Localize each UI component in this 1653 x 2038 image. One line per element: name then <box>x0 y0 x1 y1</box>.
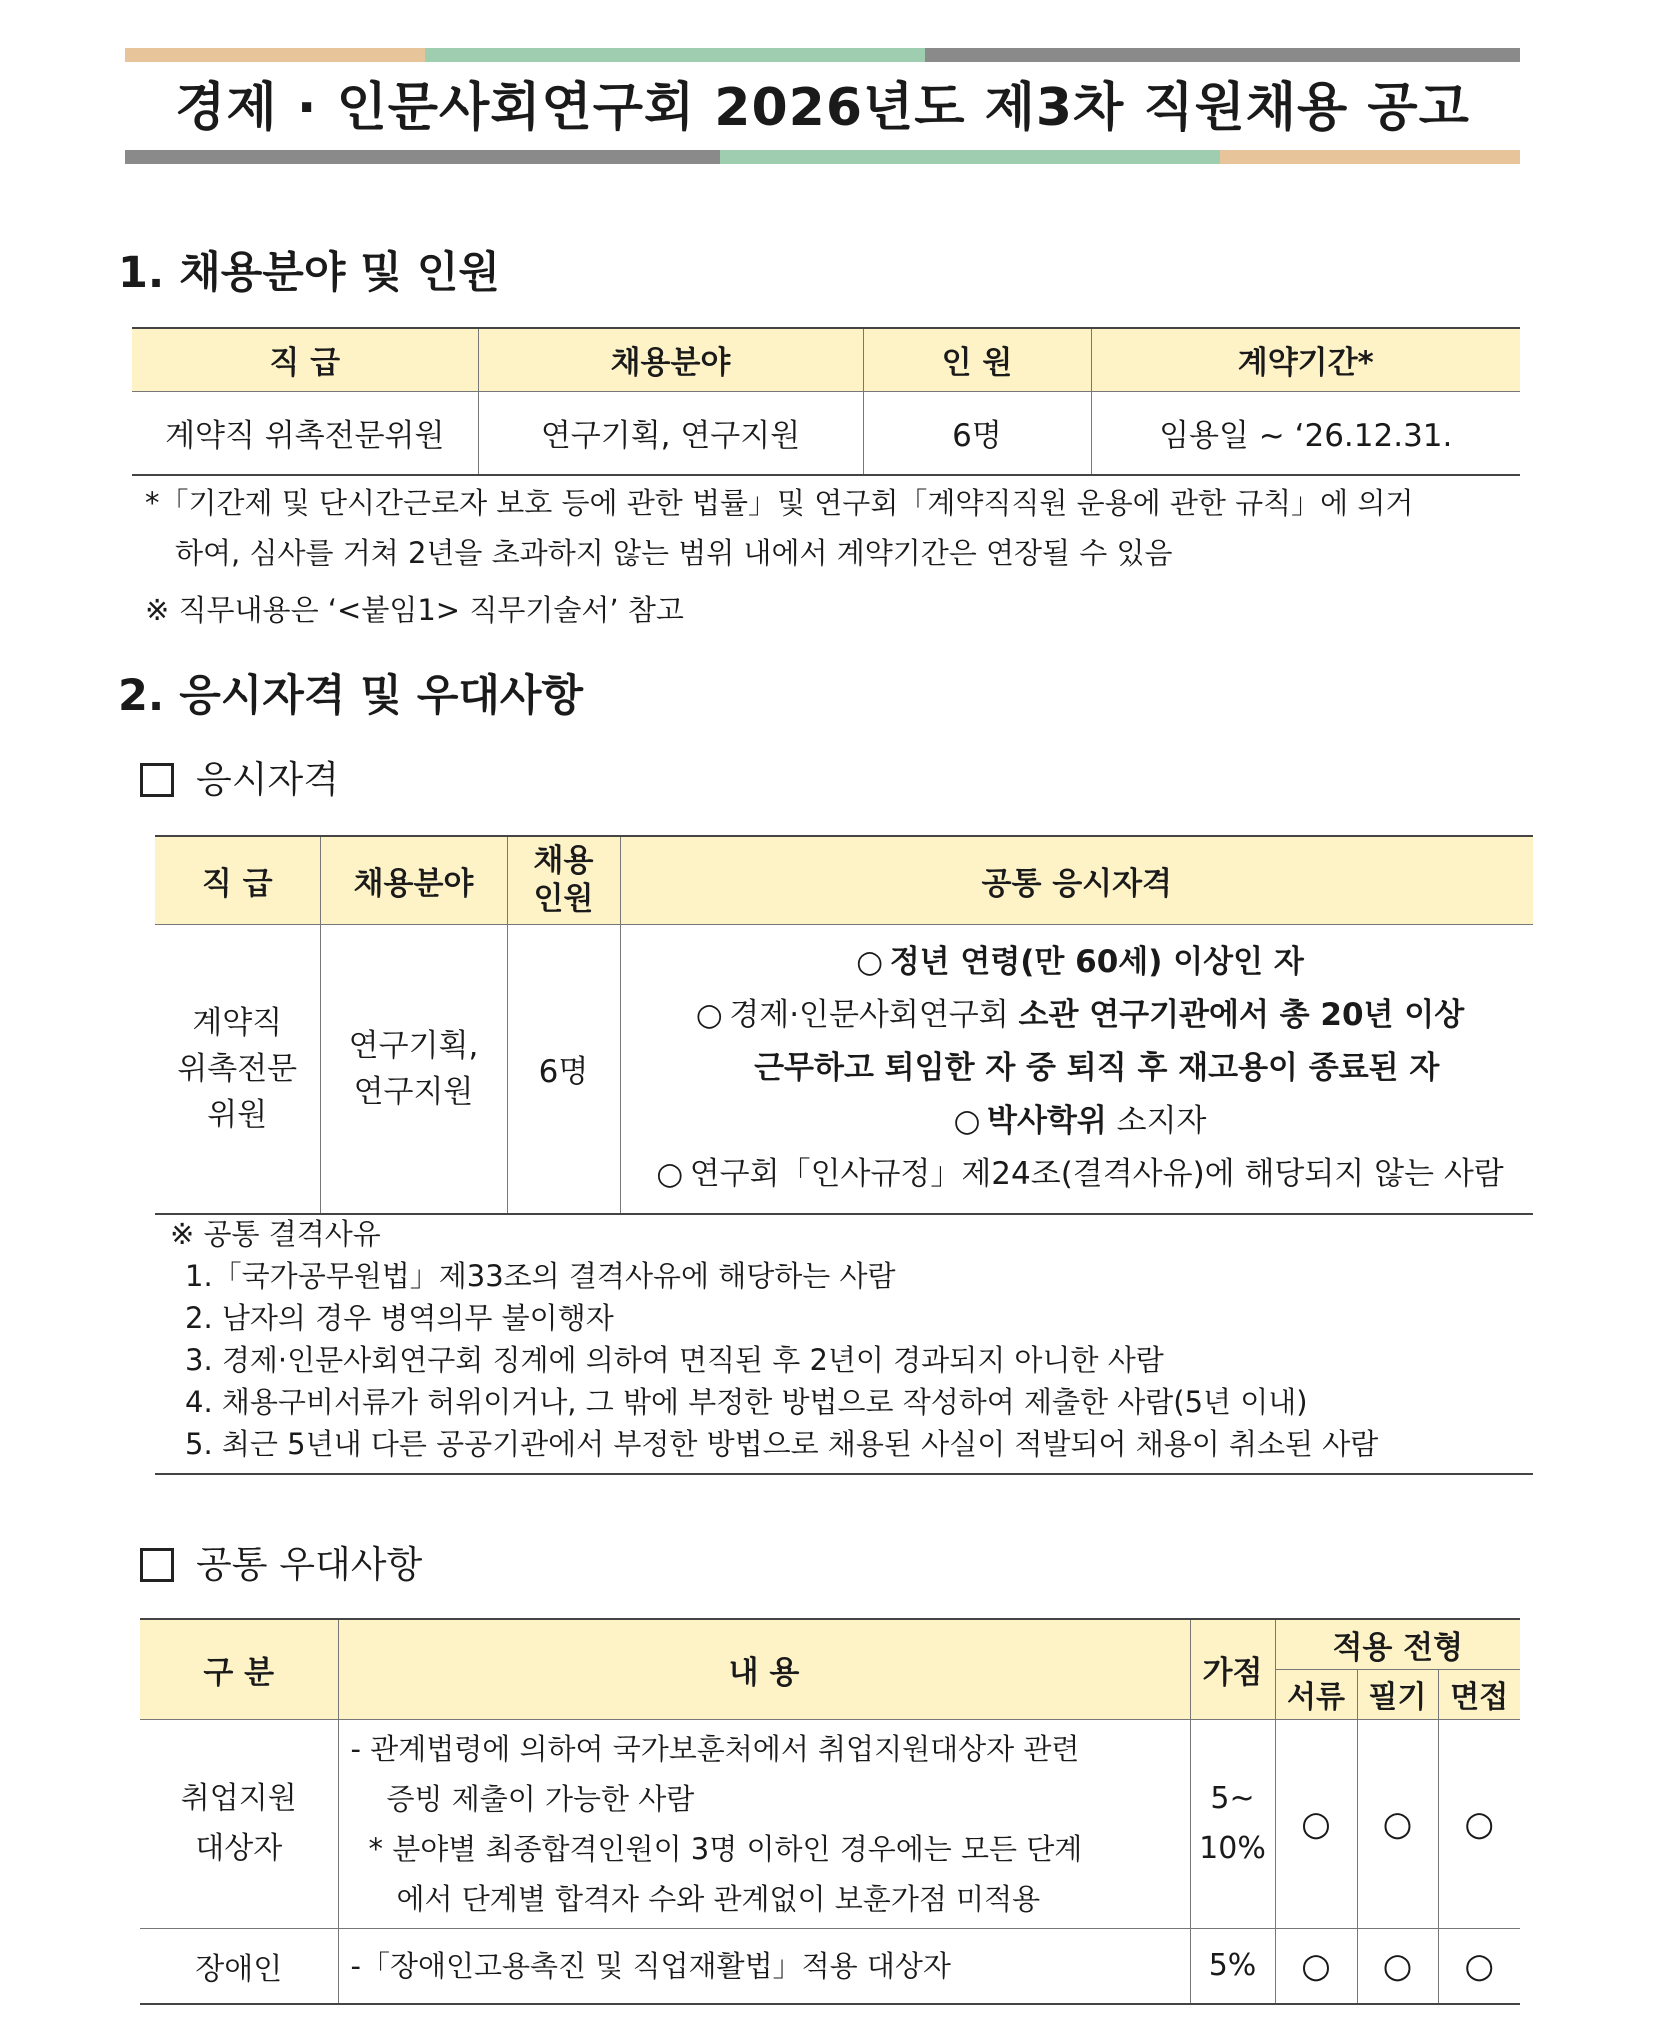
preference-table <box>140 1618 1520 2005</box>
bullet-circle-icon: ○ <box>953 1103 981 1140</box>
q-header-count-line2: 인원 <box>533 881 594 918</box>
cell-count: 6명 <box>863 391 1091 475</box>
title-bar-bottom-tan <box>1220 150 1520 164</box>
qualification-subheading <box>140 755 339 805</box>
qualification-subheading-label: 응시자격 <box>196 758 339 801</box>
p-cell-content <box>338 1719 1190 1928</box>
bullet-circle-icon: ○ <box>656 1156 684 1193</box>
disqualification-item: 2. 남자의 경우 병역의무 불이행자 <box>185 1301 614 1335</box>
q-cell-count: 6명 <box>507 924 620 1214</box>
q-field-line2: 연구지원 <box>353 1073 474 1110</box>
disqualification-block <box>155 1213 1533 1475</box>
p-cell-bonus <box>1190 1719 1275 1928</box>
p-cell-doc: ○ <box>1275 1928 1357 2004</box>
p-cell-interview: ○ <box>1438 1719 1520 1928</box>
cell-contract: 임용일 ~ ‘26.12.31. <box>1091 391 1520 475</box>
section2-heading: 2. 응시자격 및 우대사항 <box>118 671 584 721</box>
disqualification-title: ※ 공통 결격사유 <box>170 1217 381 1251</box>
contract-note <box>145 478 1525 578</box>
p-bonus-line1: 5~ <box>1210 1780 1255 1816</box>
qualification-item-4: ○ 연구회「인사규정」제24조(결격사유)에 해당되지 않는 사람 <box>635 1148 1520 1201</box>
disqualification-item: 5. 최근 5년내 다른 공공기관에서 부정한 방법으로 채용된 사실이 적발되어 채용이 취소된 사람 <box>185 1427 1379 1461</box>
q-grade-line1: 계약직 <box>192 1004 283 1041</box>
disqualification-item: 3. 경제·인문사회연구회 징계에 의하여 면직된 후 2년이 경과되지 아니한 사람 <box>185 1343 1164 1377</box>
p-category-line1: 취업지원 <box>180 1780 297 1816</box>
q-cell-grade <box>155 924 320 1214</box>
p-cell-interview: ○ <box>1438 1928 1520 2004</box>
p-header-category: 구 분 <box>140 1619 338 1719</box>
header-count: 인 원 <box>863 328 1091 391</box>
p-header-written: 필기 <box>1357 1669 1438 1719</box>
qualification-item-3: ○ 박사학위 소지자 <box>635 1095 1520 1148</box>
q-header-field: 채용분야 <box>320 836 507 924</box>
p-content-line: 증빙 제출이 가능한 사람 <box>386 1781 695 1816</box>
q-header-grade: 직 급 <box>155 836 320 924</box>
q-field-line1: 연구기획, <box>348 1027 479 1064</box>
title-bar-bottom-sage <box>720 150 1220 164</box>
p-content-line: 에서 단계별 합격자 수와 관계없이 보훈가점 미적용 <box>396 1881 1041 1916</box>
q-header-count <box>507 836 620 924</box>
p-header-interview: 면접 <box>1438 1669 1520 1719</box>
p-header-doc: 서류 <box>1275 1669 1357 1719</box>
qualification-item-1: ○ 정년 연령(만 60세) 이상인 자 <box>635 936 1520 989</box>
p-cell-category: 장애인 <box>140 1928 338 2004</box>
checkbox-square-icon <box>140 763 174 797</box>
p-cell-written: ○ <box>1357 1719 1438 1928</box>
header-contract: 계약기간* <box>1091 328 1520 391</box>
title-bar-top-sage <box>425 48 925 62</box>
contract-note-line1: *「기간제 및 단시간근로자 보호 등에 관한 법률」및 연구회「계약직직원 운용에 관한 규칙」에 의거 <box>145 486 1414 520</box>
qualification-table <box>155 835 1533 1215</box>
p-cell-content: -「장애인고용촉진 및 직업재활법」적용 대상자 <box>338 1928 1190 2004</box>
title-bar-bottom-gray <box>125 150 720 164</box>
preference-subheading-label: 공통 우대사항 <box>196 1543 423 1586</box>
q-grade-line3: 위원 <box>207 1096 268 1133</box>
p-content-line: - 관계법령에 의하여 국가보훈처에서 취업지원대상자 관련 <box>350 1731 1080 1766</box>
bullet-circle-icon: ○ <box>856 944 884 981</box>
contract-note-line2: 하여, 심사를 거쳐 2년을 초과하지 않는 범위 내에서 계약기간은 연장될 수 있음 <box>175 536 1173 570</box>
q-header-count-line1: 채용 <box>533 843 594 880</box>
p-cell-doc: ○ <box>1275 1719 1357 1928</box>
p-category-line2: 대상자 <box>195 1830 283 1866</box>
title-bar-top-tan <box>125 48 425 62</box>
p-header-stage: 적용 전형 <box>1275 1619 1520 1669</box>
header-grade: 직 급 <box>132 328 478 391</box>
disqualification-item: 4. 채용구비서류가 허위이거나, 그 밖에 부정한 방법으로 작성하여 제출한 사람(5년 이내) <box>185 1385 1308 1419</box>
qualification-item-2: ○ 경제·인문사회연구회 소관 연구기관에서 총 20년 이상 <box>635 989 1520 1042</box>
preference-subheading <box>140 1540 422 1590</box>
duty-reference-note: ※ 직무내용은 ‘<붙임1> 직무기술서’ 참고 <box>145 593 684 627</box>
cell-field: 연구기획, 연구지원 <box>478 391 863 475</box>
q-cell-field <box>320 924 507 1214</box>
page-title: 경제 · 인문사회연구회 2026년도 제3차 직원채용 공고 <box>175 78 1470 138</box>
p-cell-category <box>140 1719 338 1928</box>
p-cell-bonus: 5% <box>1190 1928 1275 2004</box>
q-grade-line2: 위촉전문 <box>177 1050 298 1087</box>
cell-grade: 계약직 위촉전문위원 <box>132 391 478 475</box>
p-header-bonus: 가점 <box>1190 1619 1275 1719</box>
bullet-circle-icon: ○ <box>695 997 723 1034</box>
p-content-line: * 분야별 최종합격인원이 3명 이하인 경우에는 모든 단계 <box>368 1831 1083 1866</box>
p-bonus-line2: 10% <box>1199 1830 1266 1866</box>
checkbox-square-icon <box>140 1548 174 1582</box>
q-cell-common <box>620 924 1533 1214</box>
section1-heading: 1. 채용분야 및 인원 <box>118 248 500 298</box>
p-header-content: 내 용 <box>338 1619 1190 1719</box>
disqualification-item: 1.「국가공무원법」제33조의 결격사유에 해당하는 사람 <box>185 1259 896 1293</box>
qualification-item-2-continued: 근무하고 퇴임한 자 중 퇴직 후 재고용이 종료된 자 <box>754 1050 1440 1087</box>
header-field: 채용분야 <box>478 328 863 391</box>
q-header-common: 공통 응시자격 <box>620 836 1533 924</box>
recruitment-table <box>132 327 1520 476</box>
title-bar-top-gray <box>925 48 1520 62</box>
p-cell-written: ○ <box>1357 1928 1438 2004</box>
